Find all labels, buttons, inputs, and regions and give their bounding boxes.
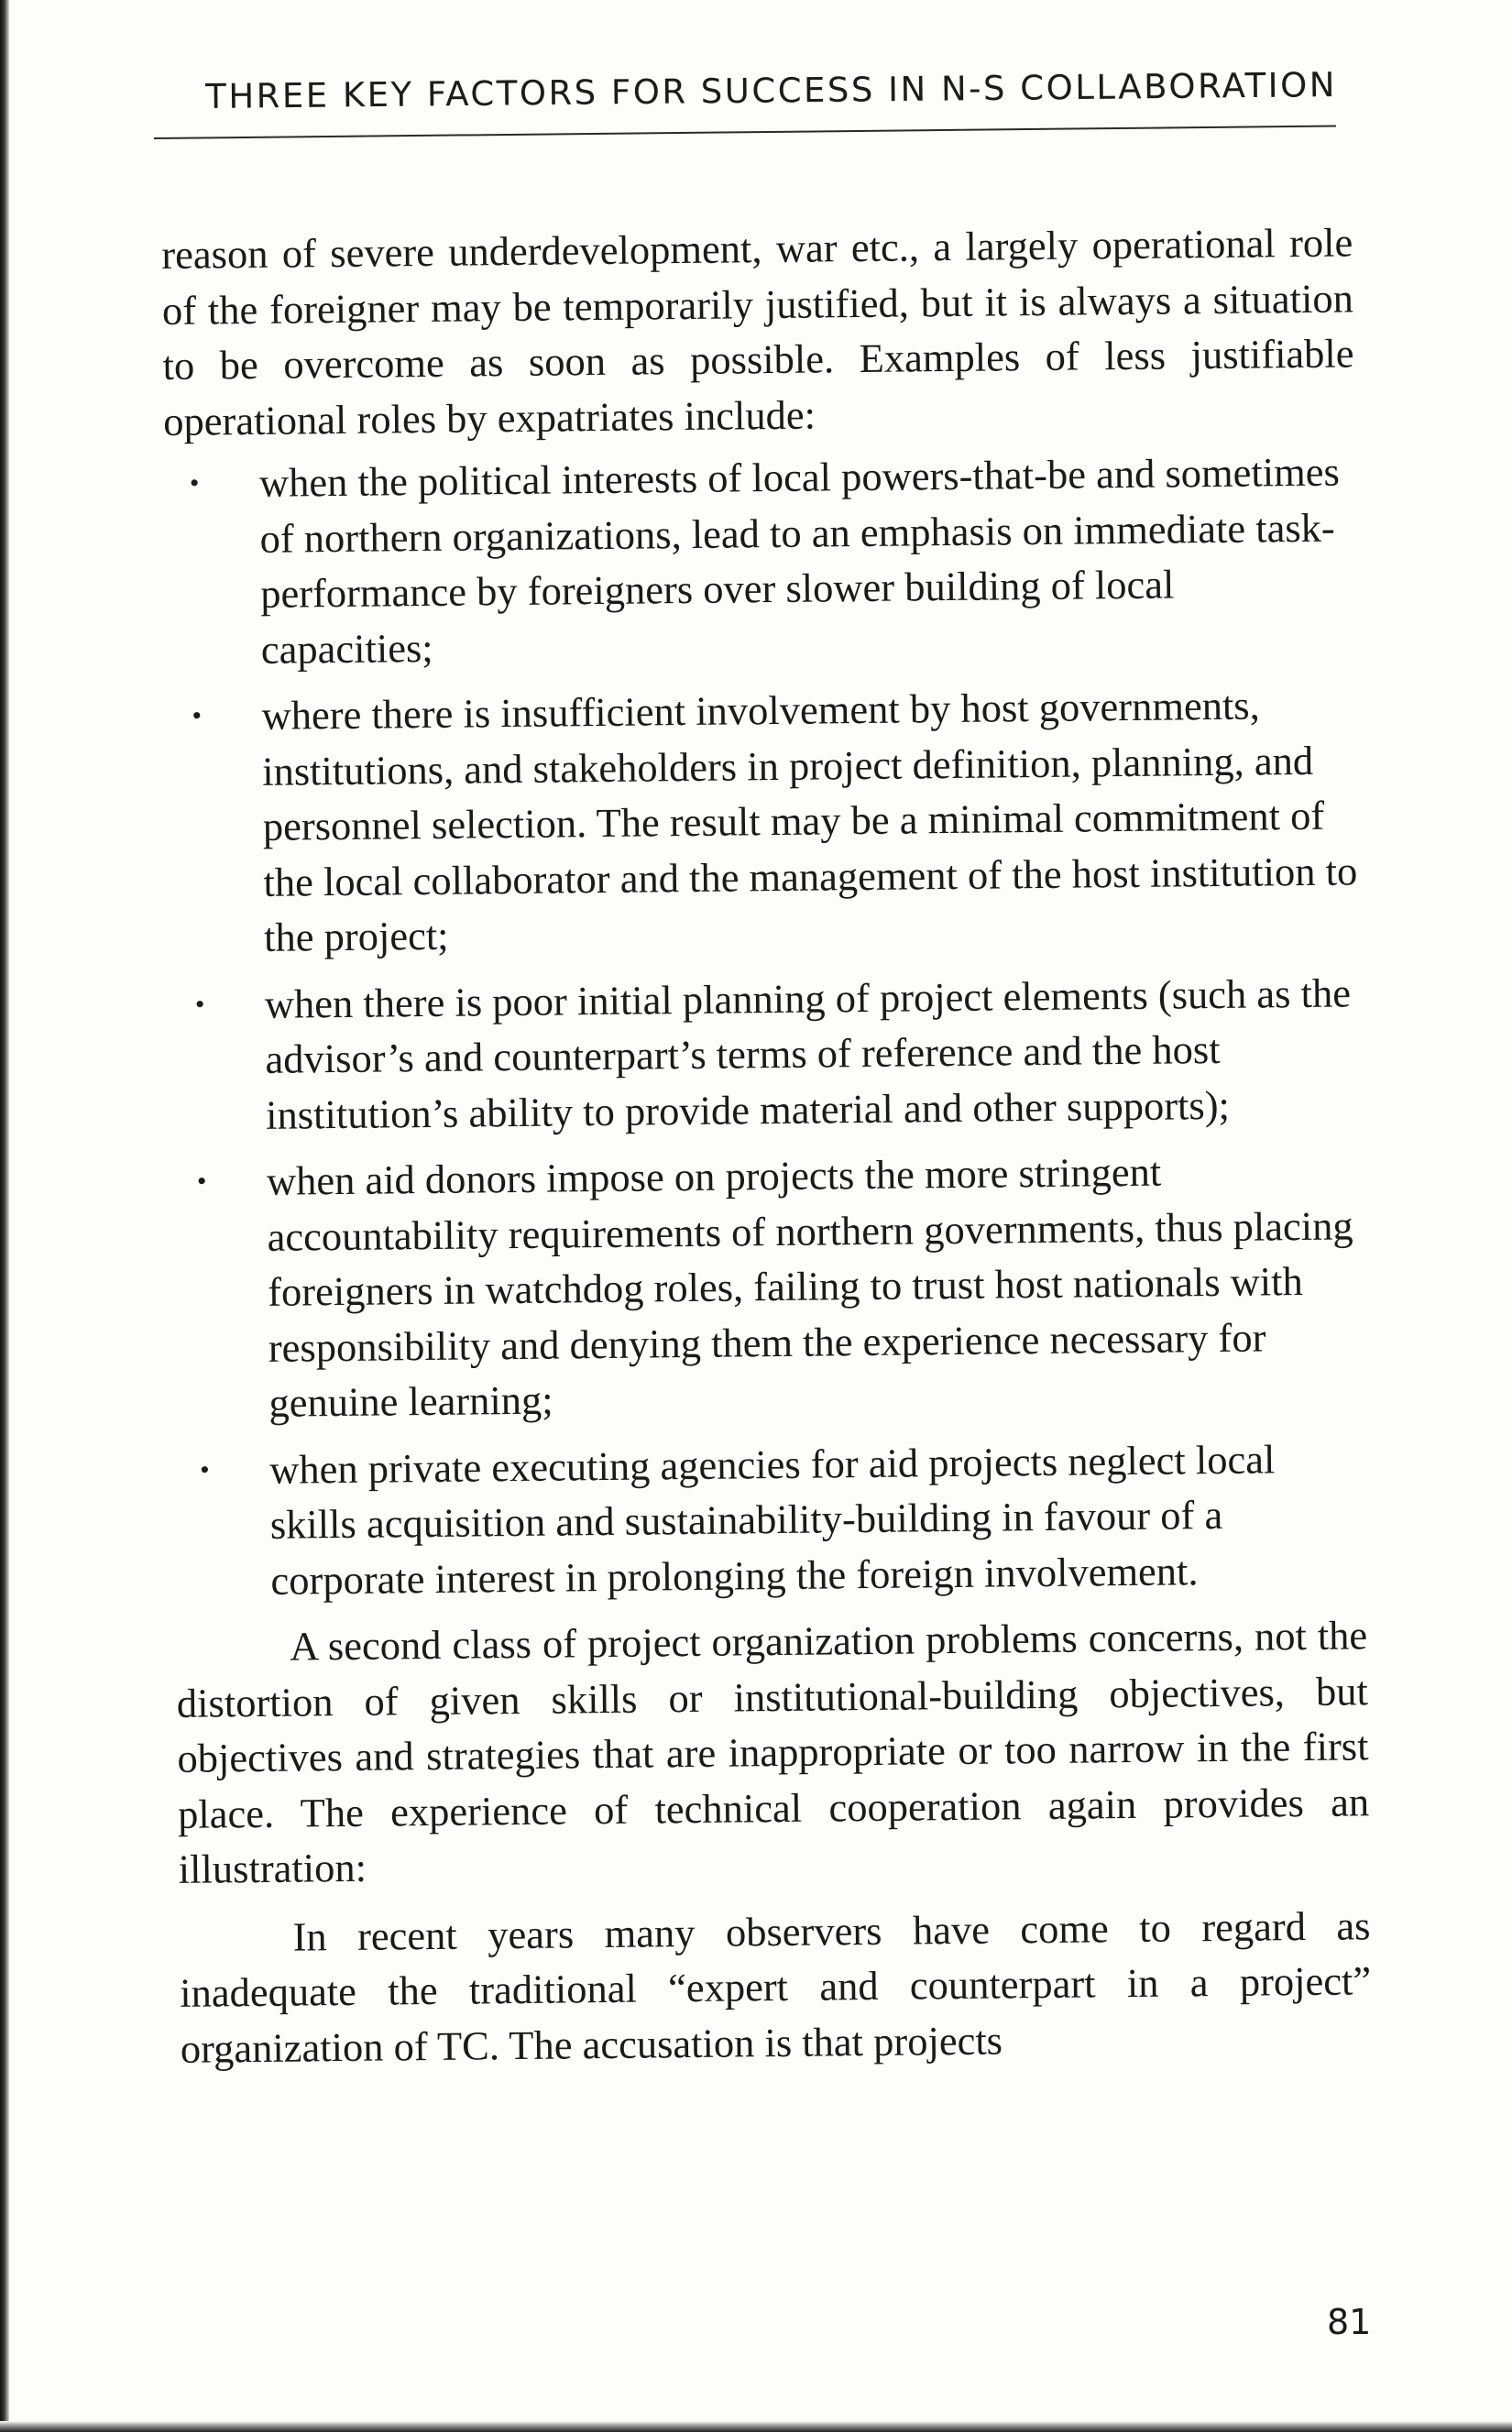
list-item-text: when the political interests of local powers-that-be and sometimes of northern organizations, lead to an emphasis on immediate task-performance by foreigners over slower building of local capacities; <box>258 448 1341 673</box>
header-rule <box>154 125 1336 139</box>
list-item-text: when aid donors impose on projects the more stringent accountability requirements of northern governments, thus placing foreigners in watchdog roles, failing to trust host nationals with responsibility and denying them the experience necessary for genuine learning; <box>266 1148 1353 1426</box>
intro-paragraph: reason of severe underdevelopment, war etc., a largely operational role of the foreigner may be temporarily justified, but it is always a situation to be overcome as soon as possible. Examples of less justifiable operational roles by expatriates include: <box>161 219 1354 444</box>
bullet-dot-icon: • <box>200 1454 210 1485</box>
list-item-text: when there is poor initial planning of project elements (such as the advisor’s and counterpart’s terms of reference and the host institution’s ability to provide material and other supports); <box>264 969 1352 1138</box>
list-item <box>171 1142 1365 1431</box>
page-number: 81 <box>1327 2302 1372 2342</box>
bottom-edge <box>0 2421 1512 2432</box>
list-item <box>170 965 1363 1144</box>
bullet-dot-icon: • <box>194 989 205 1020</box>
bullet-dot-icon: • <box>196 1166 207 1197</box>
body-text <box>161 214 1372 2076</box>
list-item-text: when private executing agencies for aid projects neglect local skills acquisition and sustainability-building in favour of a corporate interest in prolonging the foreign involvement. <box>268 1435 1276 1604</box>
list-item <box>174 1430 1367 1609</box>
second-paragraph: A second class of project organization problems concerns, not the distortion of given skills or institutional-building objectives, but objectives and strategies that are inappropriate or too narrow in the first place. The experience of technical cooperation again provides an illustration: <box>176 1612 1370 1892</box>
bullet-list <box>164 444 1367 1609</box>
list-item <box>164 444 1357 678</box>
running-header: THREE KEY FACTORS FOR SUCCESS IN N-S COLLABORATION <box>205 65 1338 116</box>
third-paragraph: In recent years many observers have come to regard as inadequate the traditional “expert and counterpart in a project” organization of TC. The accusation is that projects <box>179 1901 1372 2072</box>
bullet-dot-icon: • <box>192 700 203 731</box>
binding-edge <box>0 0 9 2432</box>
bullet-dot-icon: • <box>189 467 200 498</box>
list-item-text: where there is insufficient involvement by host governments, institutions, and stakeholders in project definition, planning, and personnel selection. The result may be a minimal commitment of the local collaborator and the management of the host institution to the project; <box>261 682 1358 960</box>
list-item <box>166 676 1360 966</box>
